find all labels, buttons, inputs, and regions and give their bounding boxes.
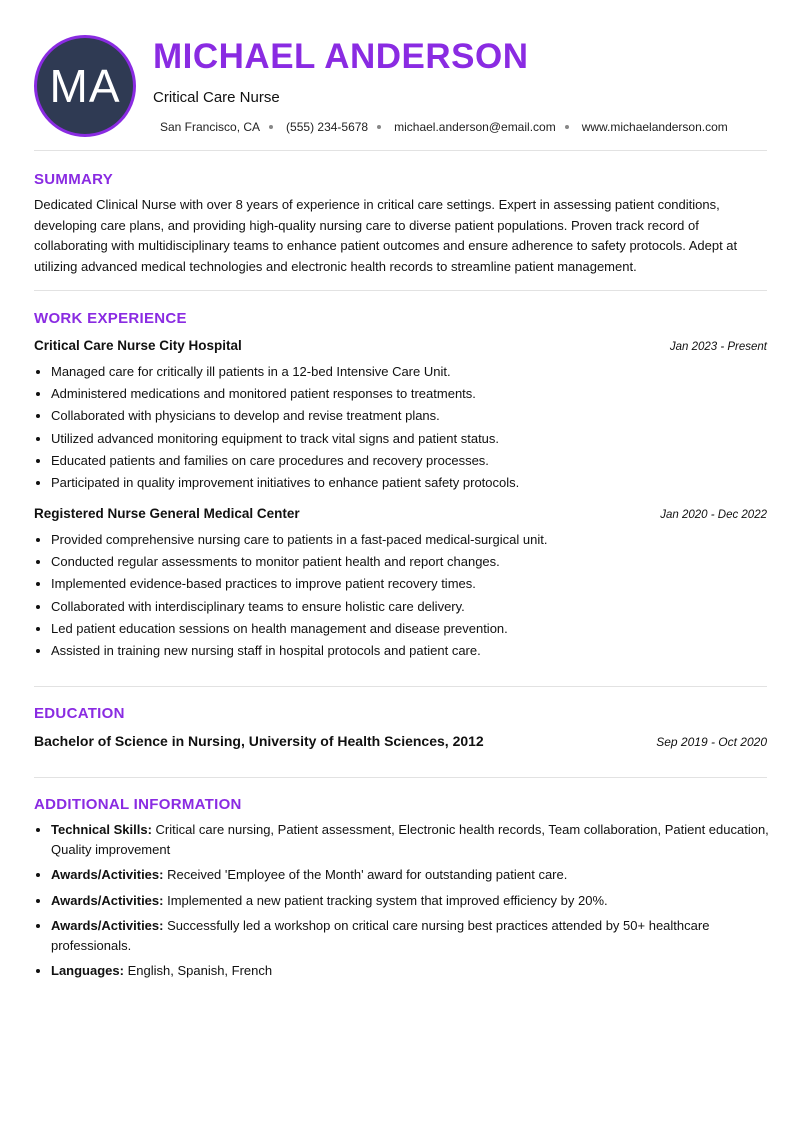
item-label: Languages: bbox=[51, 963, 124, 978]
item-text: Implemented a new patient tracking system that improved efficiency by 20%. bbox=[167, 892, 608, 908]
divider bbox=[34, 290, 767, 291]
job-bullets bbox=[34, 361, 767, 494]
item-label: Awards/Activities: bbox=[51, 892, 164, 908]
degree-title: Bachelor of Science in Nursing, University of Health Sciences, 2012 bbox=[34, 733, 484, 749]
job-date: Jan 2020 - Dec 2022 bbox=[660, 509, 767, 521]
job-date: Jan 2023 - Present bbox=[669, 341, 767, 353]
candidate-role: Critical Care Nurse bbox=[153, 89, 280, 106]
list-item: • Utilized advanced monitoring equipment to track vital signs and patient status. bbox=[51, 428, 767, 450]
item-label: Awards/Activities: bbox=[51, 867, 164, 882]
list-item: • Led patient education sessions on health management and disease prevention. bbox=[51, 618, 767, 640]
separator-dot bbox=[269, 125, 273, 129]
job-entry bbox=[34, 338, 767, 494]
avatar bbox=[34, 35, 136, 137]
list-item: • Participated in quality improvement initiatives to enhance patient safety protocols. bbox=[51, 472, 767, 494]
summary-heading: SUMMARY bbox=[34, 171, 114, 188]
education-heading: EDUCATION bbox=[34, 705, 125, 722]
item-text: Critical care nursing, Patient assessment, Electronic health records, Team collaboration, Patient education, Quality improvement bbox=[51, 822, 769, 857]
list-item bbox=[51, 891, 771, 911]
divider bbox=[34, 150, 767, 151]
summary-text: Dedicated Clinical Nurse with over 8 years of experience in critical care settings. Expert in assessing patient conditions, developing care plans, and providing high-quality nursing care to diverse patient populations. Proven track record of collaborating with multidisciplinary teams to enhance patient outcomes and ensure adherence to safety protocols. Adept at utilizing advanced medical technologies and electronic health records to streamline patient management. bbox=[34, 197, 738, 274]
list-item bbox=[51, 865, 771, 885]
work-experience-heading: WORK EXPERIENCE bbox=[34, 310, 187, 327]
candidate-name: MICHAEL ANDERSON bbox=[153, 37, 529, 76]
separator-dot bbox=[565, 125, 569, 129]
item-label: Awards/Activities: bbox=[51, 918, 164, 933]
avatar-initials: MA bbox=[49, 60, 121, 112]
divider bbox=[34, 777, 767, 778]
job-bullets bbox=[34, 529, 767, 662]
contact-email: michael.anderson@email.com bbox=[394, 120, 582, 134]
item-label: Technical Skills: bbox=[51, 822, 152, 837]
item-text: Received 'Employee of the Month' award for outstanding patient care. bbox=[167, 867, 568, 882]
list-item: • Provided comprehensive nursing care to patients in a fast-paced medical-surgical unit. bbox=[51, 529, 767, 551]
list-item: • Educated patients and families on care procedures and recovery processes. bbox=[51, 450, 767, 472]
list-item: • Collaborated with physicians to develop and revise treatment plans. bbox=[51, 405, 767, 427]
list-item: • Assisted in training new nursing staff in hospital protocols and patient care. bbox=[51, 640, 767, 662]
additional-info-heading: ADDITIONAL INFORMATION bbox=[34, 796, 242, 813]
contact-phone: (555) 234-5678 bbox=[286, 120, 394, 134]
list-item: • Conducted regular assessments to monitor patient health and report changes. bbox=[51, 551, 767, 573]
contact-bar bbox=[160, 120, 728, 134]
list-item: • Implemented evidence-based practices to improve patient recovery times. bbox=[51, 573, 767, 595]
list-item bbox=[51, 820, 771, 859]
additional-info-list bbox=[34, 820, 771, 987]
contact-website: www.michaelanderson.com bbox=[581, 120, 728, 134]
item-text: Successfully led a workshop on critical care nursing best practices attended by 50+ healthcare professionals. bbox=[51, 918, 710, 953]
item-text: English, Spanish, French bbox=[127, 963, 273, 978]
education-entry bbox=[34, 733, 767, 749]
job-title: Registered Nurse General Medical Center bbox=[34, 506, 300, 521]
job-title: Critical Care Nurse City Hospital bbox=[34, 338, 242, 353]
job-entry bbox=[34, 506, 767, 662]
contact-location: San Francisco, CA bbox=[160, 120, 286, 134]
separator-dot bbox=[377, 125, 381, 129]
list-item: • Administered medications and monitored patient responses to treatments. bbox=[51, 383, 767, 405]
list-item bbox=[51, 961, 771, 981]
list-item: • Managed care for critically ill patients in a 12-bed Intensive Care Unit. bbox=[51, 361, 767, 383]
education-date: Sep 2019 - Oct 2020 bbox=[656, 735, 767, 749]
divider bbox=[34, 686, 767, 687]
list-item: • Collaborated with interdisciplinary teams to ensure holistic care delivery. bbox=[51, 596, 767, 618]
list-item bbox=[51, 916, 771, 955]
